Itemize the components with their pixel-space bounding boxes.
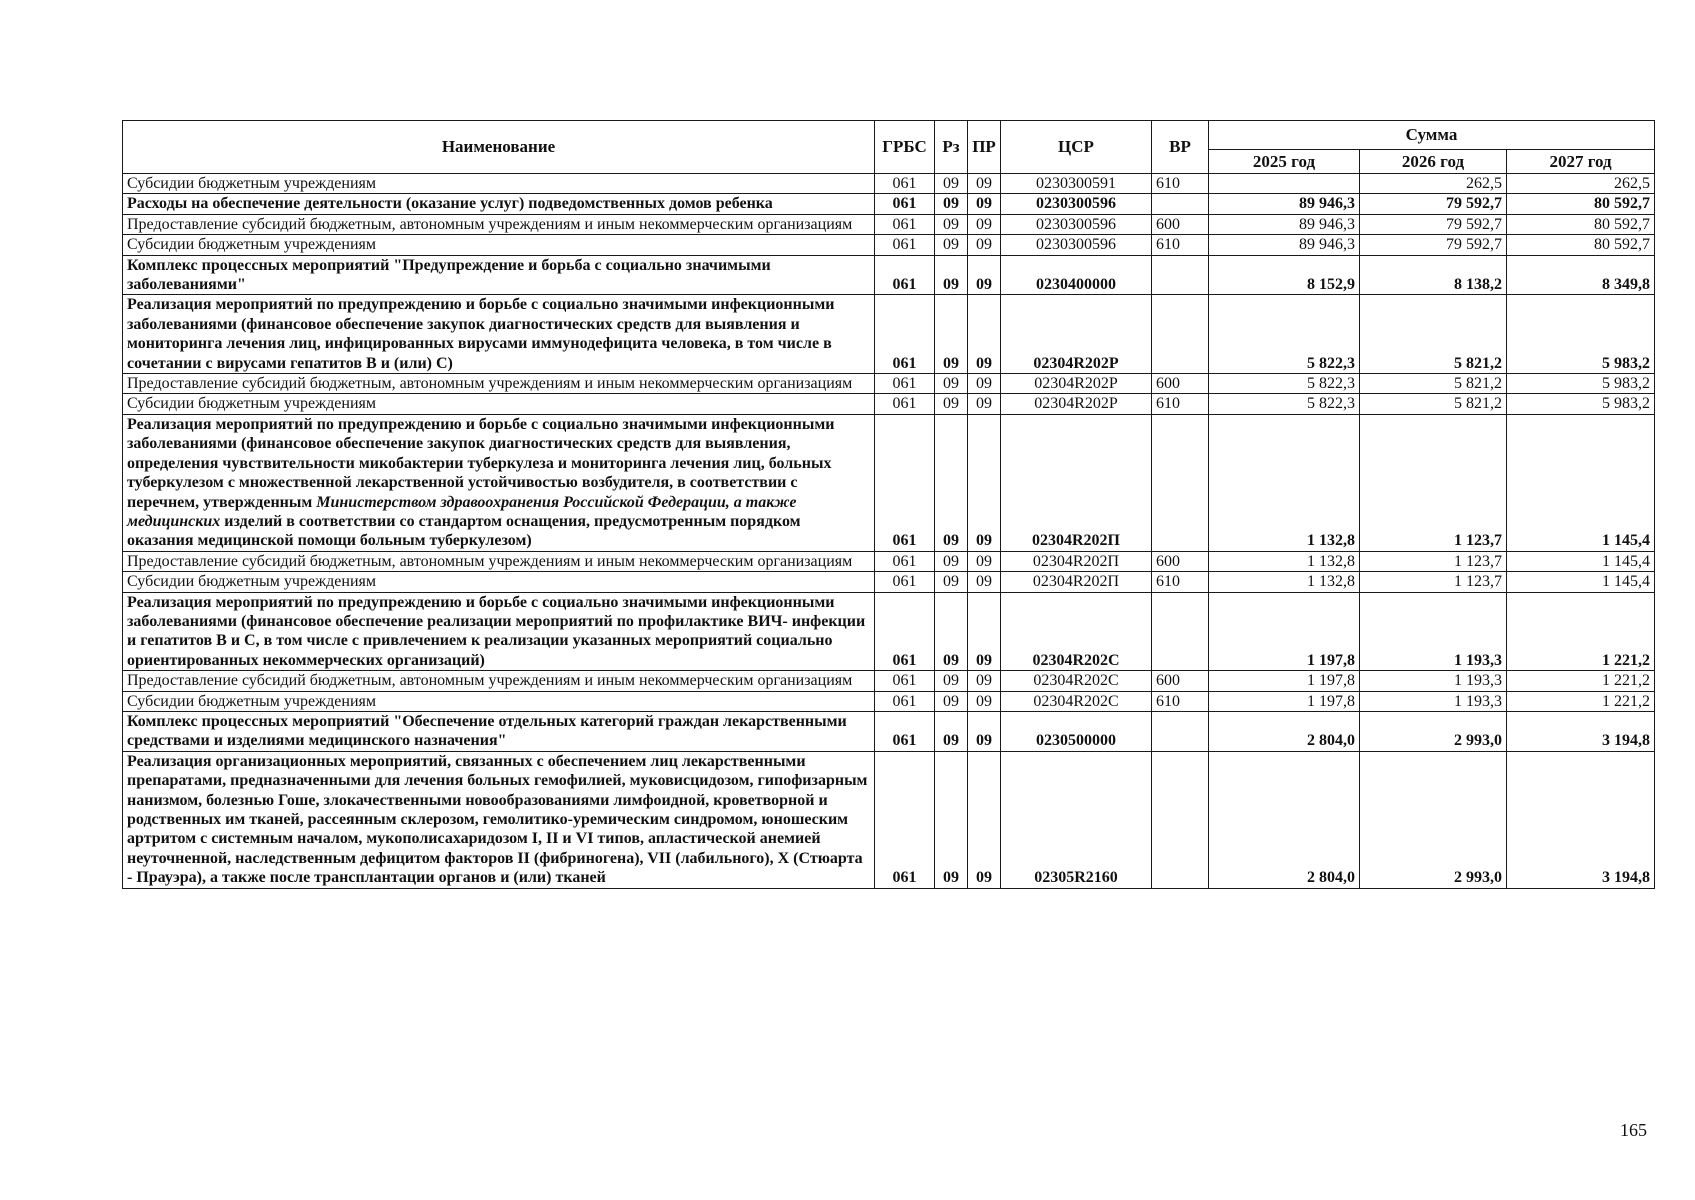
row-pr: 09 [968,194,1001,214]
table-header [123,121,1655,174]
row-grbs: 061 [875,235,935,255]
table-row [123,374,1655,394]
row-pr: 09 [968,671,1001,691]
row-2027: 3 194,8 [1507,711,1655,751]
row-vr: 610 [1152,691,1209,711]
row-2027: 1 145,4 [1507,414,1655,551]
row-grbs: 061 [875,295,935,374]
row-2027: 80 592,7 [1507,235,1655,255]
row-csr: 02305R2160 [1001,751,1152,888]
row-2027: 1 221,2 [1507,592,1655,671]
row-2025 [1209,174,1360,194]
header-2027: 2027 год [1507,150,1655,174]
header-grbs: ГРБС [875,121,935,174]
row-2025: 1 132,8 [1209,414,1360,551]
row-2025: 1 197,8 [1209,691,1360,711]
row-2026: 1 123,7 [1360,551,1507,571]
header-pr: ПР [968,121,1001,174]
row-2025: 89 946,3 [1209,235,1360,255]
row-name: Предоставление субсидий бюджетным, автономным учреждениям и иным некоммерческим организациям [123,214,875,234]
row-pr: 09 [968,751,1001,888]
row-2026: 1 123,7 [1360,414,1507,551]
row-name: Предоставление субсидий бюджетным, автономным учреждениям и иным некоммерческим организациям [123,551,875,571]
row-rz: 09 [935,194,968,214]
row-csr: 0230300591 [1001,174,1152,194]
row-grbs: 061 [875,374,935,394]
row-vr: 600 [1152,551,1209,571]
row-2025: 1 197,8 [1209,671,1360,691]
row-vr: 600 [1152,374,1209,394]
row-pr: 09 [968,572,1001,592]
row-name: Реализация мероприятий по предупреждению и борьбе с социально значимыми инфекционными заболеваниями (финансовое обеспечение закупок диагностических средств для выявления и мониторинга лечения лиц, инфицированных вирусами иммунодефицита человека, в том числе в сочетании с вирусами гепатитов B и (или) C) [123,295,875,374]
row-grbs: 061 [875,214,935,234]
row-csr: 02304R202П [1001,551,1152,571]
row-grbs: 061 [875,255,935,295]
row-2027: 80 592,7 [1507,194,1655,214]
row-grbs: 061 [875,711,935,751]
row-name: Субсидии бюджетным учреждениям [123,174,875,194]
row-2026: 1 123,7 [1360,572,1507,592]
row-2026: 2 993,0 [1360,751,1507,888]
row-name: Субсидии бюджетным учреждениям [123,394,875,414]
row-pr: 09 [968,691,1001,711]
row-csr: 0230300596 [1001,235,1152,255]
header-name: Наименование [123,121,875,174]
row-2026: 1 193,3 [1360,592,1507,671]
table-row [123,691,1655,711]
row-rz: 09 [935,255,968,295]
table-row [123,194,1655,214]
table-row [123,671,1655,691]
row-csr: 0230300596 [1001,194,1152,214]
row-2027: 80 592,7 [1507,214,1655,234]
row-vr [1152,194,1209,214]
row-grbs: 061 [875,691,935,711]
table-row [123,174,1655,194]
row-grbs: 061 [875,394,935,414]
row-2026: 79 592,7 [1360,194,1507,214]
row-pr: 09 [968,711,1001,751]
row-grbs: 061 [875,551,935,571]
table-row [123,414,1655,551]
row-2025: 1 132,8 [1209,551,1360,571]
row-grbs: 061 [875,592,935,671]
row-vr: 610 [1152,174,1209,194]
row-2025: 89 946,3 [1209,214,1360,234]
row-vr [1152,751,1209,888]
row-name: Реализация мероприятий по предупреждению и борьбе с социально значимыми инфекционными заболеваниями (финансовое обеспечение реализации мероприятий по профилактике ВИЧ- инфекции и гепатитов B и C, в том числе с привлечением к реализации указанных мероприятий социально ориентированных некоммерческих организаций) [123,592,875,671]
row-2027: 8 349,8 [1507,255,1655,295]
row-name-italic: Министерством здравоохранения Российской Федерации, а также медицинских [127,493,797,530]
row-name: Расходы на обеспечение деятельности (оказание услуг) подведомственных домов ребенка [123,194,875,214]
table-row [123,295,1655,374]
row-2027: 262,5 [1507,174,1655,194]
row-rz: 09 [935,551,968,571]
page-number: 165 [1620,1120,1647,1140]
row-pr: 09 [968,235,1001,255]
row-grbs: 061 [875,572,935,592]
row-vr [1152,592,1209,671]
row-name: Комплекс процессных мероприятий "Обеспечение отдельных категорий граждан лекарственными средствами и изделиями медицинского назначения" [123,711,875,751]
row-pr: 09 [968,214,1001,234]
header-2025: 2025 год [1209,150,1360,174]
table-row [123,235,1655,255]
row-vr [1152,414,1209,551]
row-vr [1152,711,1209,751]
row-name-text: Реализация мероприятий по предупреждению и борьбе с социально значимыми инфекционными заболеваниями (финансовое обеспечение закупок диагностических средств для выявления, определения чувствительности микобактерии туберкулеза и мониторинга лечения лиц, больных туберкулезом с множественной лекарственной устойчивостью возбудителя, в соответствии с перечнем, утвержденным [127,415,835,511]
row-csr: 02304R202Р [1001,394,1152,414]
row-2025: 5 822,3 [1209,374,1360,394]
row-pr: 09 [968,551,1001,571]
row-2025: 5 822,3 [1209,295,1360,374]
row-csr: 0230500000 [1001,711,1152,751]
row-csr: 02304R202П [1001,414,1152,551]
budget-table [122,120,1655,889]
row-2027: 3 194,8 [1507,751,1655,888]
row-vr: 610 [1152,572,1209,592]
row-rz: 09 [935,295,968,374]
row-name: Комплекс процессных мероприятий "Предупреждение и борьба с социально значимыми заболеваниями" [123,255,875,295]
row-2025: 89 946,3 [1209,194,1360,214]
table-row [123,394,1655,414]
row-rz: 09 [935,235,968,255]
row-2027: 1 145,4 [1507,572,1655,592]
row-rz: 09 [935,394,968,414]
row-grbs: 061 [875,414,935,551]
row-csr: 02304R202Р [1001,374,1152,394]
row-rz: 09 [935,572,968,592]
header-csr: ЦСР [1001,121,1152,174]
row-name: Субсидии бюджетным учреждениям [123,235,875,255]
row-grbs: 061 [875,751,935,888]
table-row [123,255,1655,295]
row-grbs: 061 [875,194,935,214]
row-pr: 09 [968,592,1001,671]
row-rz: 09 [935,751,968,888]
row-pr: 09 [968,394,1001,414]
row-csr: 02304R202С [1001,592,1152,671]
row-2027: 1 221,2 [1507,691,1655,711]
table-row [123,711,1655,751]
table-row [123,214,1655,234]
row-name: Субсидии бюджетным учреждениям [123,691,875,711]
row-rz: 09 [935,174,968,194]
row-rz: 09 [935,691,968,711]
header-vr: ВР [1152,121,1209,174]
row-rz: 09 [935,214,968,234]
row-2027: 5 983,2 [1507,295,1655,374]
row-2027: 5 983,2 [1507,394,1655,414]
header-2026: 2026 год [1360,150,1507,174]
row-vr: 600 [1152,671,1209,691]
row-2026: 79 592,7 [1360,235,1507,255]
row-2025: 2 804,0 [1209,711,1360,751]
row-rz: 09 [935,592,968,671]
row-pr: 09 [968,414,1001,551]
row-2026: 1 193,3 [1360,691,1507,711]
table-row [123,751,1655,888]
row-grbs: 061 [875,174,935,194]
row-2027: 1 221,2 [1507,671,1655,691]
header-sum: Сумма [1209,121,1655,150]
row-2025: 1 197,8 [1209,592,1360,671]
row-2026: 5 821,2 [1360,295,1507,374]
row-csr: 02304R202П [1001,572,1152,592]
row-vr: 600 [1152,214,1209,234]
row-2026: 5 821,2 [1360,374,1507,394]
row-2026: 1 193,3 [1360,671,1507,691]
row-2025: 1 132,8 [1209,572,1360,592]
row-pr: 09 [968,374,1001,394]
row-2027: 5 983,2 [1507,374,1655,394]
row-rz: 09 [935,414,968,551]
row-pr: 09 [968,295,1001,374]
row-name: Предоставление субсидий бюджетным, автономным учреждениям и иным некоммерческим организациям [123,374,875,394]
row-name [123,414,875,551]
row-pr: 09 [968,255,1001,295]
row-rz: 09 [935,374,968,394]
row-pr: 09 [968,174,1001,194]
row-grbs: 061 [875,671,935,691]
header-rz: Рз [935,121,968,174]
table-row [123,572,1655,592]
row-2025: 2 804,0 [1209,751,1360,888]
row-name: Субсидии бюджетным учреждениям [123,572,875,592]
row-vr [1152,295,1209,374]
row-2025: 5 822,3 [1209,394,1360,414]
row-csr: 0230300596 [1001,214,1152,234]
row-2026: 2 993,0 [1360,711,1507,751]
row-2026: 8 138,2 [1360,255,1507,295]
row-2026: 5 821,2 [1360,394,1507,414]
row-vr: 610 [1152,235,1209,255]
row-vr [1152,255,1209,295]
row-rz: 09 [935,711,968,751]
row-name-tail: изделий в соответствии со стандартом оснащения, предусмотренным порядком оказания медицинской помощи больным туберкулезом) [127,512,801,550]
row-2027: 1 145,4 [1507,551,1655,571]
table-row [123,551,1655,571]
row-csr: 02304R202Р [1001,295,1152,374]
row-2026: 79 592,7 [1360,214,1507,234]
row-2025: 8 152,9 [1209,255,1360,295]
row-rz: 09 [935,671,968,691]
row-name: Предоставление субсидий бюджетным, автономным учреждениям и иным некоммерческим организациям [123,671,875,691]
row-vr: 610 [1152,394,1209,414]
table-row [123,592,1655,671]
row-name: Реализация организационных мероприятий, связанных с обеспечением лиц лекарственными препаратами, предназначенными для лечения больных гемофилией, муковисцидозом, гипофизарным нанизмом, болезнью Гоше, злокачественными новообразованиями лимфоидной, кроветворной и родственных им тканей, рассеянным склерозом, гемолитико-уремическим синдромом, юношеским артритом с системным началом, мукополисахаридозом I, II и VI типов, апластической анемией неуточненной, наследственным дефицитом факторов II (фибриногена), VII (лабильного), X (Стюарта - Прауэра), а также после трансплантации органов и (или) тканей [123,751,875,888]
row-csr: 02304R202С [1001,691,1152,711]
row-csr: 0230400000 [1001,255,1152,295]
row-2026: 262,5 [1360,174,1507,194]
table-body [123,174,1655,889]
row-csr: 02304R202С [1001,671,1152,691]
